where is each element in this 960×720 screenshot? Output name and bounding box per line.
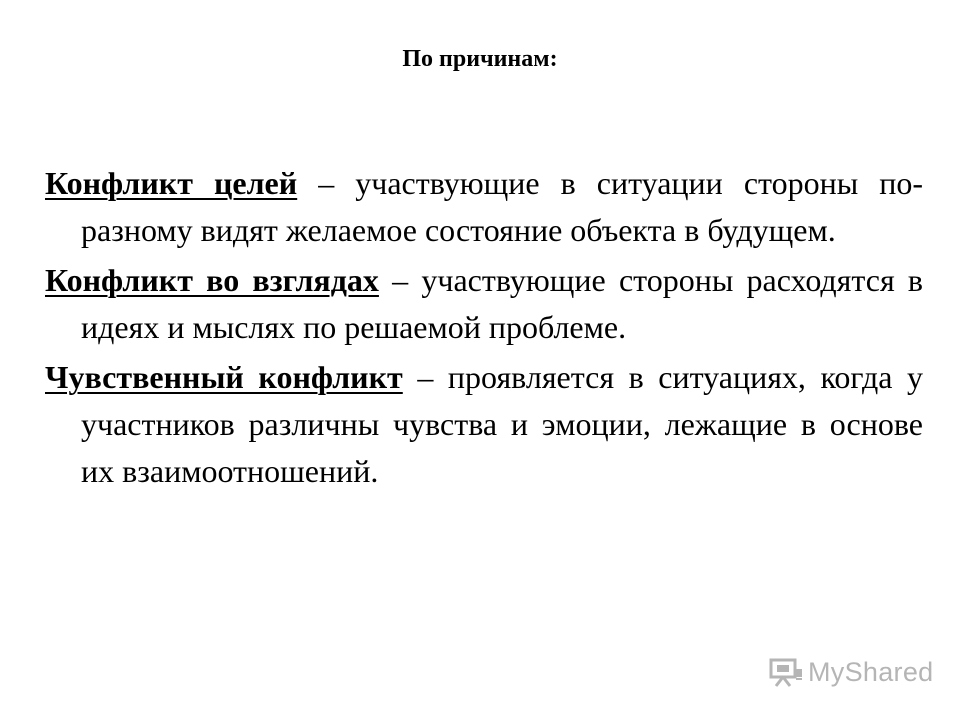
definition-views-conflict [45, 257, 923, 351]
definition-list [45, 160, 923, 498]
myshared-watermark [768, 656, 933, 688]
definition-text: – проявляется в ситуациях, когда у участников различны чувства и эмоции, лежащие в основе их взаимоотношений. [81, 359, 924, 489]
definition-text: – участвующие стороны расходятся в идеях и мыслях по решаемой проблеме. [81, 262, 924, 345]
definition-goals-conflict [45, 160, 923, 254]
definition-text: – участвующие в ситуации стороны по-разному видят желаемое состояние объекта в будущем. [81, 165, 924, 248]
definition-term: Чувственный конфликт [45, 359, 403, 395]
definition-emotional-conflict [45, 354, 923, 495]
definition-term: Конфликт во взглядах [45, 262, 379, 298]
watermark-text: MyShared [808, 656, 934, 687]
definition-term: Конфликт целей [45, 165, 298, 201]
slide-title: По причинам: [402, 46, 558, 72]
presentation-board-icon [768, 656, 804, 688]
